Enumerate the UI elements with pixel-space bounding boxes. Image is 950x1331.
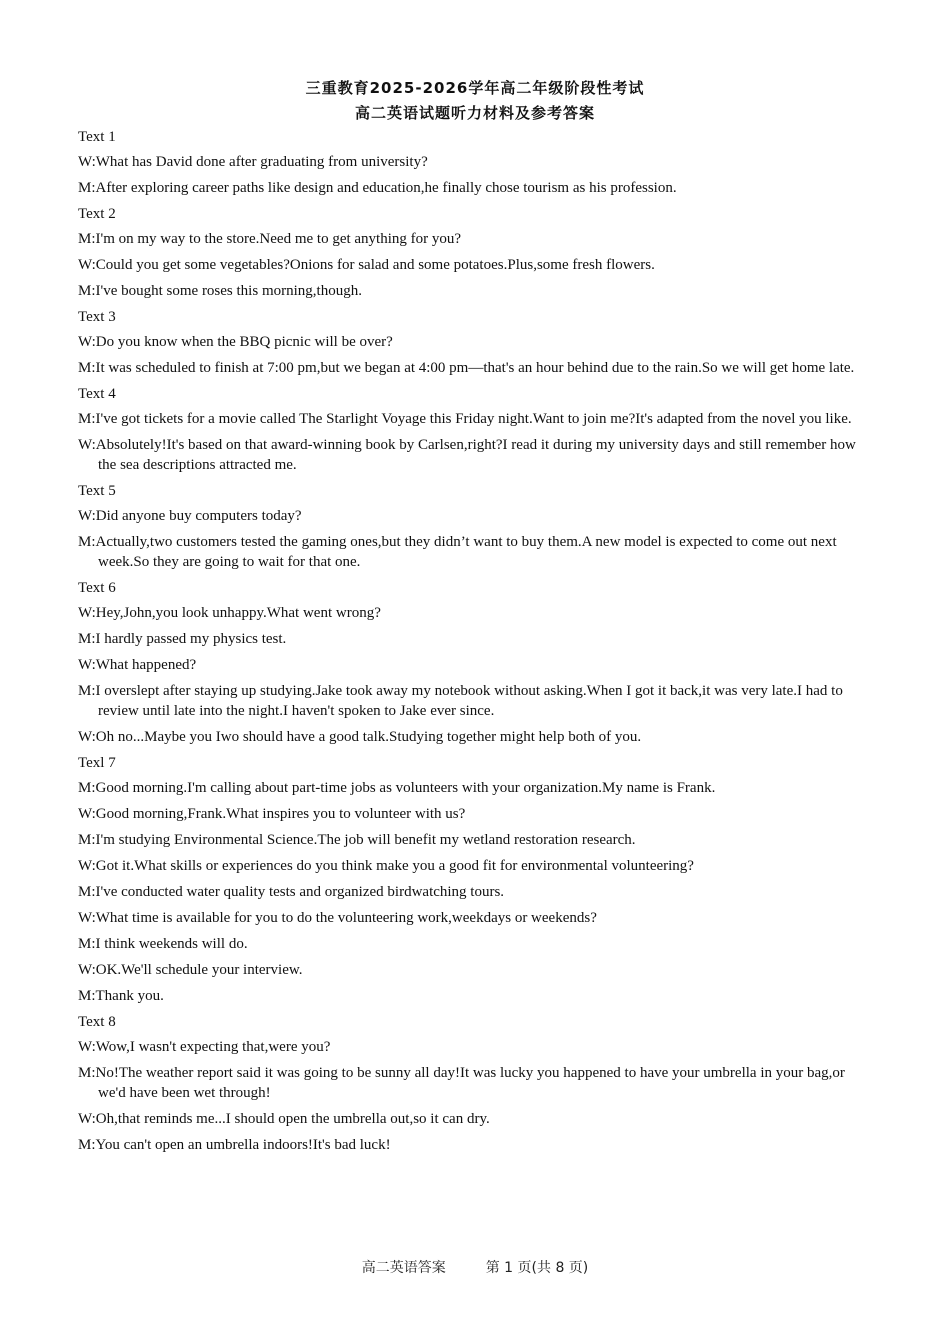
dialogue-line: W:Could you get some vegetables?Onions for salad and some potatoes.Plus,some fresh flowers.	[78, 257, 655, 273]
text-heading: Text 3	[78, 309, 116, 325]
dialogue-line: M:I'm studying Environmental Science.The job will benefit my wetland restoration research.	[78, 832, 636, 848]
dialogue-line: M:You can't open an umbrella indoors!It's bad luck!	[78, 1137, 391, 1153]
dialogue-line: M:I overslept after staying up studying.Jake took away my notebook without asking.When I got it back,it was very late.I had to review until late into the night.I haven't spoken to Jake ever since.	[78, 683, 843, 719]
dialogue-line: M:I'm on my way to the store.Need me to get anything for you?	[78, 231, 462, 247]
text-heading: Text 4	[78, 386, 116, 402]
footer-page-number: 第 1 页(共 8 页)	[485, 1260, 589, 1276]
dialogue-line: W:Do you know when the BBQ picnic will be over?	[78, 334, 393, 350]
dialogue-line: W:What happened?	[78, 657, 197, 673]
dialogue-line: M:No!The weather report said it was going to be sunny all day!It was lucky you happened to have your umbrella in your bag,or we'd have been wet through!	[78, 1065, 845, 1101]
dialogue-line: M:Thank you.	[78, 988, 164, 1004]
dialogue-line: M:It was scheduled to finish at 7:00 pm,but we began at 4:00 pm—that's an hour behind due to the rain.So we will get home late.	[78, 360, 855, 376]
dialogue-line: W:Absolutely!It's based on that award-winning book by Carlsen,right?I read it during my university days and still remember how the sea descriptions attracted me.	[78, 437, 856, 473]
dialogue-line: W:Wow,I wasn't expecting that,were you?	[78, 1039, 331, 1055]
dialogue-line: M:I've got tickets for a movie called The Starlight Voyage this Friday night.Want to join me?It's adapted from the novel you like.	[78, 411, 852, 427]
text-heading: Text 6	[78, 580, 116, 596]
dialogue-line: M:Actually,two customers tested the gaming ones,but they didn’t want to buy them.A new model is expected to come out next week.So they are going to wait for that one.	[78, 534, 837, 570]
text-heading: Texl 7	[78, 755, 116, 771]
dialogue-line: W:OK.We'll schedule your interview.	[78, 962, 303, 978]
dialogue-line: M:I think weekends will do.	[78, 936, 248, 952]
dialogue-line: W:Oh no...Maybe you Iwo should have a good talk.Studying together might help both of you.	[78, 729, 642, 745]
page-footer	[0, 1257, 950, 1277]
dialogue-line: M:I've bought some roses this morning,though.	[78, 283, 362, 299]
transcript-body	[78, 127, 870, 1161]
text-heading: Text 1	[78, 129, 116, 145]
dialogue-line: W:Good morning,Frank.What inspires you to volunteer with us?	[78, 806, 466, 822]
footer-subject: 高二英语答案	[361, 1260, 446, 1276]
document-subtitle: 高二英语试题听力材料及参考答案	[354, 104, 595, 122]
dialogue-line: M:I've conducted water quality tests and organized birdwatching tours.	[78, 884, 505, 900]
dialogue-line: W:Hey,John,you look unhappy.What went wrong?	[78, 605, 381, 621]
dialogue-line: M:After exploring career paths like design and education,he finally chose tourism as his profession.	[78, 180, 677, 196]
dialogue-line: W:What has David done after graduating from university?	[78, 154, 428, 170]
text-heading: Text 2	[78, 206, 116, 222]
dialogue-line: W:Did anyone buy computers today?	[78, 508, 302, 524]
text-heading: Text 8	[78, 1014, 116, 1030]
document-title: 三重教育2025-2026学年高二年级阶段性考试	[305, 79, 645, 97]
dialogue-line: W:Got it.What skills or experiences do you think make you a good fit for environmental volunteering?	[78, 858, 694, 874]
dialogue-line: M:I hardly passed my physics test.	[78, 631, 287, 647]
dialogue-line: W:What time is available for you to do the volunteering work,weekdays or weekends?	[78, 910, 597, 926]
dialogue-line: W:Oh,that reminds me...I should open the umbrella out,so it can dry.	[78, 1111, 490, 1127]
text-heading: Text 5	[78, 483, 116, 499]
dialogue-line: M:Good morning.I'm calling about part-time jobs as volunteers with your organization.My name is Frank.	[78, 780, 716, 796]
